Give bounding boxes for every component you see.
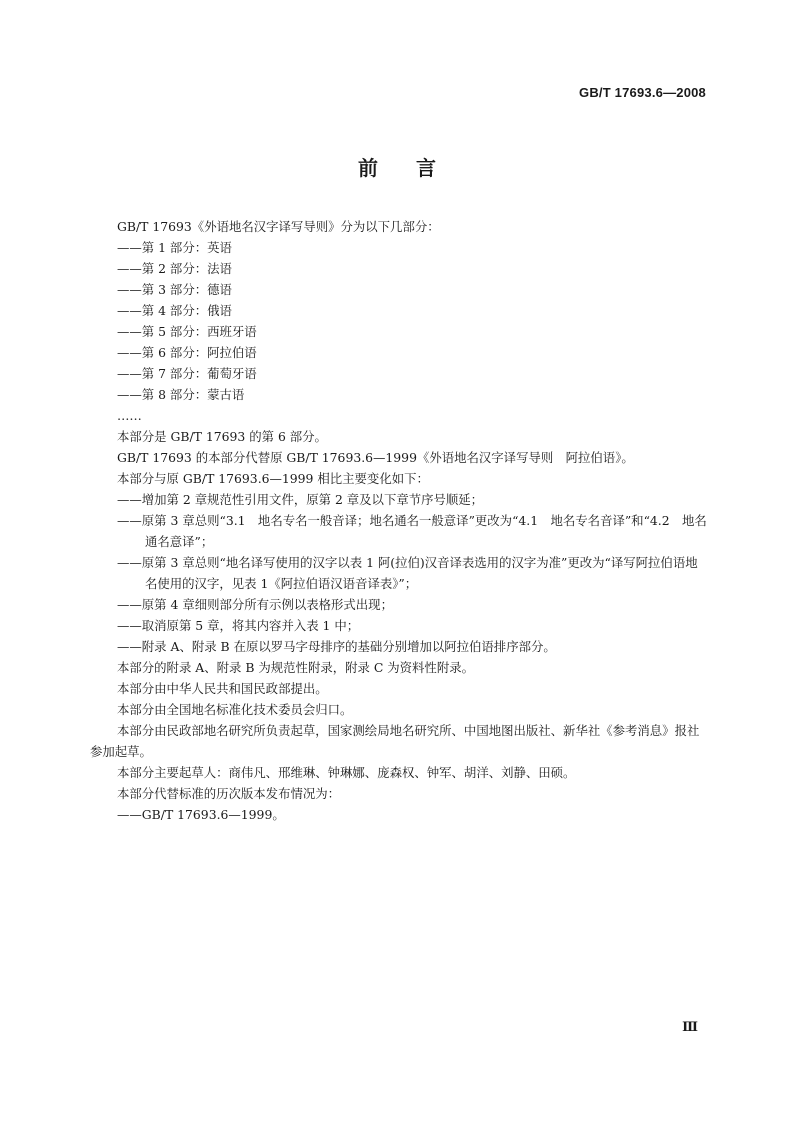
list-item: ——附录 A、附录 B 在原以罗马字母排序的基础分别增加以阿拉伯语排序部分。: [117, 639, 556, 654]
intro-paragraph: GB/T 17693《外语地名汉字译写导则》分为以下几部分：: [117, 219, 440, 234]
list-item: ——第 5 部分：西班牙语: [117, 324, 257, 339]
list-item: ——第 1 部分：英语: [117, 240, 232, 255]
list-item: ——第 2 部分：法语: [117, 261, 232, 276]
page-number: Ⅲ: [682, 1020, 698, 1035]
ellipsis: ……: [117, 408, 142, 423]
paragraph-proposed: 本部分由中华人民共和国民政部提出。: [117, 681, 328, 696]
paragraph-this-part: 本部分是 GB/T 17693 的第 6 部分。: [117, 429, 327, 444]
list-item: ——第 4 部分：俄语: [117, 303, 232, 318]
list-item: ——第 8 部分：蒙古语: [117, 387, 245, 402]
paragraph-appendix: 本部分的附录 A、附录 B 为规范性附录，附录 C 为资料性附录。: [117, 660, 474, 675]
paragraph-drafted: 本部分由民政部地名研究所负责起草，国家测绘局地名研究所、中国地图出版社、新华社《参考消息》报社参加起草。: [90, 723, 700, 759]
list-item: ——GB/T 17693.6—1999。: [117, 807, 285, 822]
paragraph-history-intro: 本部分代替标准的历次版本发布情况为：: [117, 786, 341, 801]
list-item: ——第 7 部分：葡萄牙语: [117, 366, 257, 381]
page-title: 前言: [358, 156, 474, 180]
paragraph-managed: 本部分由全国地名标准化技术委员会归口。: [117, 702, 353, 717]
list-item: ——第 3 部分：德语: [117, 282, 232, 297]
foreword-body: [90, 216, 708, 825]
list-item: ——原第 4 章细则部分所有示例以表格形式出现；: [117, 597, 393, 612]
list-item: ——原第 3 章总则“3.1 地名专名一般音译；地名通名一般意译”更改为“4.1 地名专名音译”和“4.2 地名通名意译”；: [117, 513, 707, 549]
list-item: ——增加第 2 章规范性引用文件，原第 2 章及以下章节序号顺延；: [117, 492, 484, 507]
paragraph-replaces: GB/T 17693 的本部分代替原 GB/T 17693.6—1999《外语地名汉字译写导则 阿拉伯语》。: [117, 450, 634, 465]
list-item: ——第 6 部分：阿拉伯语: [117, 345, 257, 360]
paragraph-changes-intro: 本部分与原 GB/T 17693.6—1999 相比主要变化如下：: [117, 471, 429, 486]
list-item: ——取消原第 5 章，将其内容并入表 1 中；: [117, 618, 360, 633]
list-item: ——原第 3 章总则“地名译写使用的汉字以表 1 阿(拉伯)汉音译表选用的汉字为准”更改为“译写阿拉伯语地名使用的汉字，见表 1《阿拉伯语汉语音译表》”；: [117, 555, 698, 591]
document-code: GB/T 17693.6—2008: [579, 85, 706, 100]
paragraph-drafters: 本部分主要起草人：商伟凡、邢维琳、钟琳娜、庞森权、钟军、胡洋、刘静、田硕。: [117, 765, 576, 780]
